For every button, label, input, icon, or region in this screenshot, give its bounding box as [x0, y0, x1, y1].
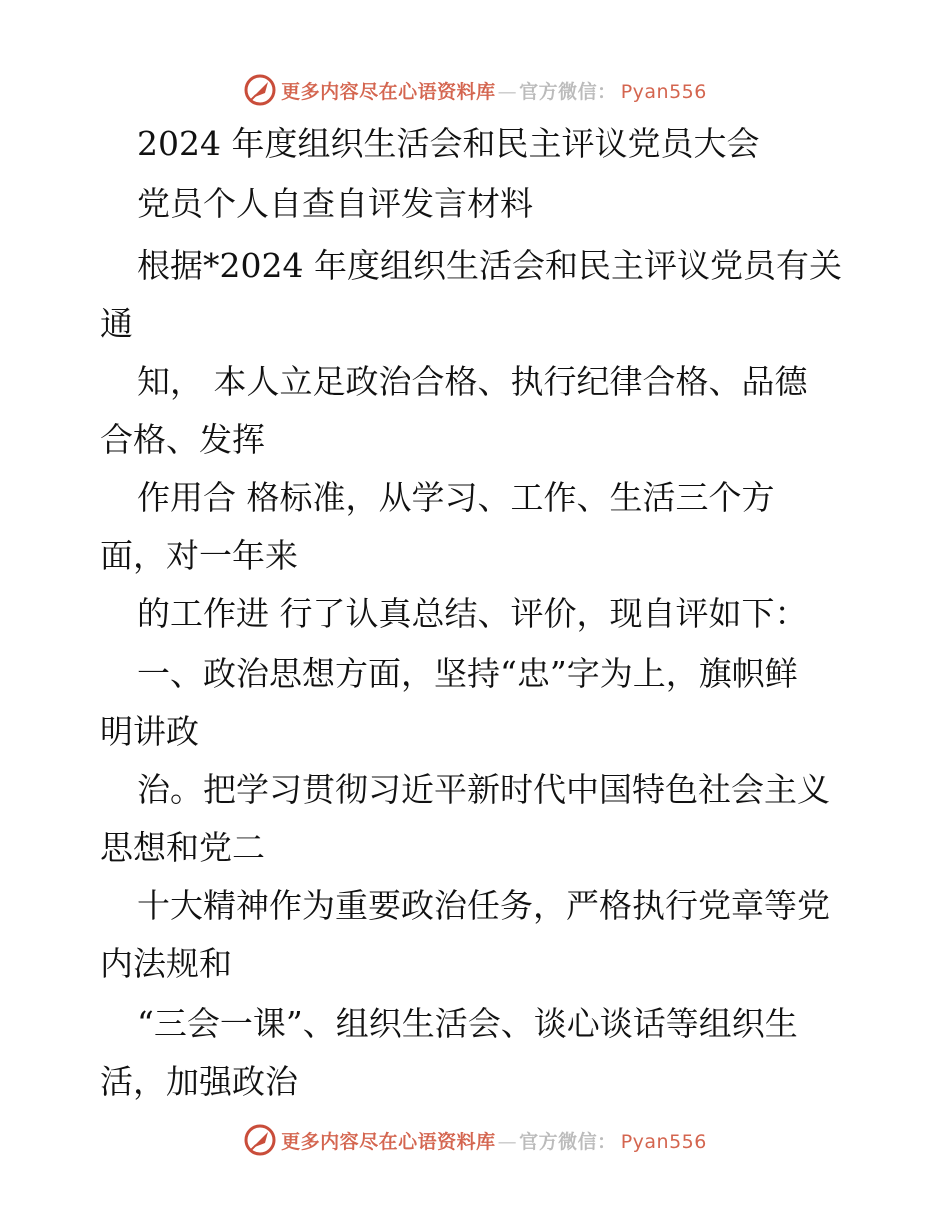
watermark-wechat-label: 官方微信：: [519, 80, 617, 103]
document-line: 作用合 格标准，从学习、工作、生活三个方: [137, 478, 775, 517]
document-line: 面，对一年来: [100, 536, 298, 575]
watermark-separator: —: [497, 1130, 518, 1153]
watermark-wechat-id: Pyan556: [620, 1130, 707, 1153]
quill-seal-icon: [243, 1123, 277, 1157]
watermark-brand: 更多内容尽在心语资料库: [281, 1130, 496, 1153]
document-line: 根据*2024 年度组织生活会和民主评议党员有关: [137, 246, 842, 285]
watermark-wechat-label: 官方微信：: [519, 1130, 617, 1153]
document-line: 内法规和: [100, 944, 232, 983]
watermark-text: [281, 77, 707, 104]
document-line: 合格、发挥: [100, 420, 265, 459]
document-line: 通: [100, 304, 133, 343]
document-line: 的工作进 行了认真总结、评价，现自评如下：: [137, 594, 808, 633]
document-line: 知， 本人立足政治合格、执行纪律合格、品德: [137, 362, 808, 401]
watermark-brand: 更多内容尽在心语资料库: [281, 80, 496, 103]
document-title: 2024 年度组织生活会和民主评议党员大会: [137, 124, 760, 163]
document-line: 十大精神作为重要政治任务，严格执行党章等党: [137, 886, 830, 925]
document-subtitle: 党员个人自查自评发言材料: [137, 184, 533, 223]
section-heading-political: 一、政治思想方面，坚持“忠”字为上，旗帜鲜: [137, 654, 798, 693]
watermark-banner-top: [0, 70, 950, 110]
document-line: 明讲政: [100, 712, 199, 751]
document-line: “三会一课”、组织生活会、谈心谈话等组织生: [137, 1004, 798, 1043]
document-line: 治。把学习贯彻习近平新时代中国特色社会主义: [137, 770, 830, 809]
document-line: 思想和党二: [100, 828, 265, 867]
watermark-separator: —: [497, 80, 518, 103]
document-line: 活，加强政治: [100, 1062, 298, 1101]
watermark-wechat-id: Pyan556: [620, 80, 707, 103]
watermark-text: [281, 1127, 707, 1154]
quill-seal-icon: [243, 73, 277, 107]
watermark-banner-bottom: [0, 1120, 950, 1160]
